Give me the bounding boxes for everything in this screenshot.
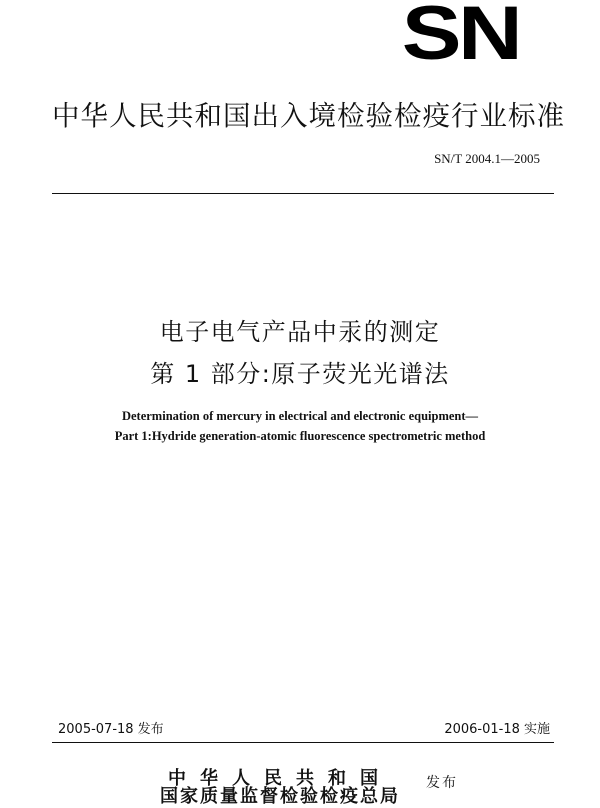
chinese-title-line-1: 电子电气产品中汞的测定 <box>159 318 441 346</box>
sn-logo: SN <box>401 0 520 76</box>
standard-number: SN/T 2004.1—2005 <box>434 151 540 166</box>
implementation-date: 2006-01-18 实施 <box>444 722 550 737</box>
top-divider <box>52 193 554 194</box>
publish-label: 发布 <box>426 775 458 791</box>
english-title-line-1: Determination of mercury in electrical and electronic equipment— <box>121 409 479 423</box>
standard-category: 中华人民共和国出入境检验检疫行业标准 <box>52 100 565 132</box>
issuer-country: 中华人民共和国 <box>168 768 392 789</box>
issuer-agency: 国家质量监督检验检疫总局 <box>160 786 400 807</box>
issue-date: 2005-07-18 发布 <box>58 722 164 737</box>
chinese-title-line-2: 第 1 部分:原子荧光光谱法 <box>150 360 450 388</box>
english-title-line-2: Part 1:Hydride generation-atomic fluorescence spectrometric method <box>114 429 486 443</box>
bottom-divider <box>52 742 554 743</box>
